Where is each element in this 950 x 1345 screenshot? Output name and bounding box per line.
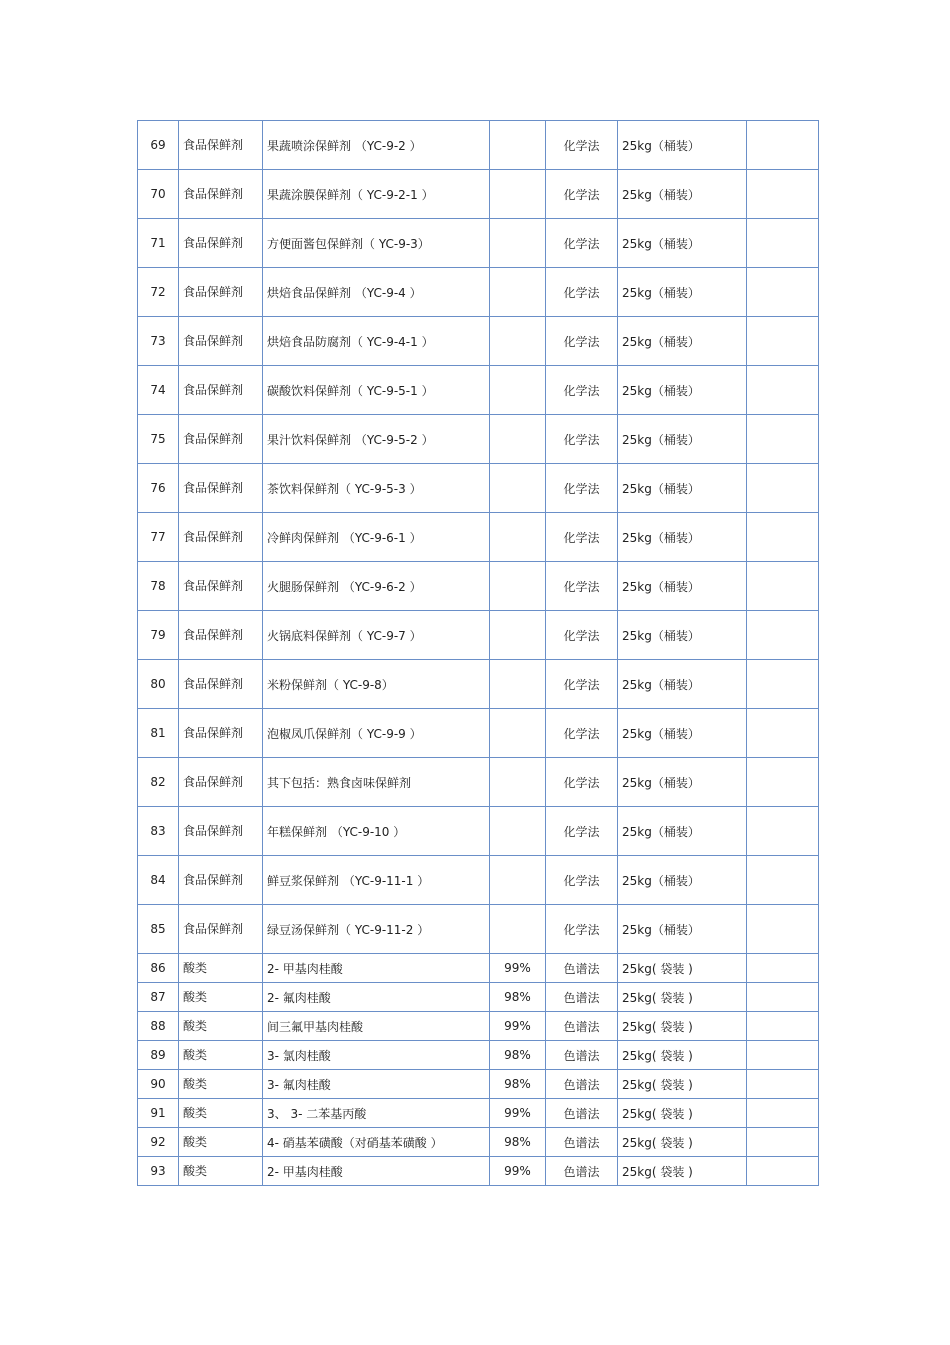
packing-cell: 25kg（桶装） (618, 611, 747, 660)
packing-cell: 25kg（桶装） (618, 905, 747, 954)
table-row (138, 954, 819, 983)
purity-cell (490, 807, 546, 856)
purity-cell (490, 121, 546, 170)
table-row (138, 905, 819, 954)
table-row (138, 611, 819, 660)
table-row (138, 1099, 819, 1128)
row-number: 89 (138, 1041, 179, 1070)
packing-cell: 25kg（桶装） (618, 268, 747, 317)
product-name-cell: 冷鲜肉保鲜剂 （YC-9-6-1 ） (263, 513, 490, 562)
product-name-cell: 年糕保鲜剂 （YC-9-10 ） (263, 807, 490, 856)
row-number: 88 (138, 1012, 179, 1041)
purity-cell: 98% (490, 1128, 546, 1157)
purity-cell (490, 856, 546, 905)
note-cell (747, 1099, 819, 1128)
packing-cell: 25kg（桶装） (618, 170, 747, 219)
packing-cell: 25kg（桶装） (618, 121, 747, 170)
product-name-cell: 果蔬涂膜保鲜剂（ YC-9-2-1 ） (263, 170, 490, 219)
packing-cell: 25kg（桶装） (618, 758, 747, 807)
product-name-cell: 绿豆汤保鲜剂（ YC-9-11-2 ） (263, 905, 490, 954)
purity-cell: 99% (490, 1012, 546, 1041)
category-cell: 食品保鲜剂 (179, 415, 263, 464)
method-cell: 化学法 (546, 611, 618, 660)
category-cell: 食品保鲜剂 (179, 464, 263, 513)
row-number: 84 (138, 856, 179, 905)
row-number: 82 (138, 758, 179, 807)
product-name-cell: 2- 甲基肉桂酸 (263, 954, 490, 983)
product-name-cell: 茶饮料保鲜剂（ YC-9-5-3 ） (263, 464, 490, 513)
packing-cell: 25kg（桶装） (618, 513, 747, 562)
purity-cell (490, 611, 546, 660)
purity-cell (490, 464, 546, 513)
method-cell: 化学法 (546, 268, 618, 317)
method-cell: 化学法 (546, 856, 618, 905)
method-cell: 化学法 (546, 170, 618, 219)
product-name-cell: 鲜豆浆保鲜剂 （YC-9-11-1 ） (263, 856, 490, 905)
note-cell (747, 513, 819, 562)
method-cell: 化学法 (546, 464, 618, 513)
product-name-cell: 间三氟甲基肉桂酸 (263, 1012, 490, 1041)
note-cell (747, 856, 819, 905)
product-name-cell: 火腿肠保鲜剂 （YC-9-6-2 ） (263, 562, 490, 611)
product-name-cell: 火锅底料保鲜剂（ YC-9-7 ） (263, 611, 490, 660)
category-cell: 酸类 (179, 1099, 263, 1128)
packing-cell: 25kg( 袋装 ) (618, 1157, 747, 1186)
note-cell (747, 170, 819, 219)
category-cell: 食品保鲜剂 (179, 758, 263, 807)
category-cell: 食品保鲜剂 (179, 562, 263, 611)
method-cell: 化学法 (546, 219, 618, 268)
product-name-cell: 3、 3- 二苯基丙酸 (263, 1099, 490, 1128)
note-cell (747, 758, 819, 807)
purity-cell (490, 219, 546, 268)
purity-cell: 99% (490, 1099, 546, 1128)
product-name-cell: 其下包括：熟食卤味保鲜剂 (263, 758, 490, 807)
note-cell (747, 1012, 819, 1041)
table-row (138, 758, 819, 807)
packing-cell: 25kg（桶装） (618, 660, 747, 709)
table-row (138, 1070, 819, 1099)
table-row (138, 856, 819, 905)
row-number: 78 (138, 562, 179, 611)
note-cell (747, 1128, 819, 1157)
category-cell: 食品保鲜剂 (179, 709, 263, 758)
category-cell: 酸类 (179, 1070, 263, 1099)
note-cell (747, 415, 819, 464)
note-cell (747, 219, 819, 268)
purity-cell (490, 268, 546, 317)
method-cell: 化学法 (546, 905, 618, 954)
purity-cell: 98% (490, 1041, 546, 1070)
method-cell: 色谱法 (546, 983, 618, 1012)
purity-cell (490, 905, 546, 954)
product-name-cell: 3- 氯肉桂酸 (263, 1041, 490, 1070)
method-cell: 色谱法 (546, 954, 618, 983)
method-cell: 化学法 (546, 366, 618, 415)
product-name-cell: 米粉保鲜剂（ YC-9-8） (263, 660, 490, 709)
table-row (138, 121, 819, 170)
note-cell (747, 660, 819, 709)
row-number: 81 (138, 709, 179, 758)
product-name-cell: 泡椒凤爪保鲜剂（ YC-9-9 ） (263, 709, 490, 758)
row-number: 85 (138, 905, 179, 954)
packing-cell: 25kg( 袋装 ) (618, 983, 747, 1012)
product-name-cell: 果汁饮料保鲜剂 （YC-9-5-2 ） (263, 415, 490, 464)
product-name-cell: 3- 氟肉桂酸 (263, 1070, 490, 1099)
row-number: 87 (138, 983, 179, 1012)
method-cell: 化学法 (546, 513, 618, 562)
product-name-cell: 碳酸饮料保鲜剂（ YC-9-5-1 ） (263, 366, 490, 415)
table-row (138, 415, 819, 464)
row-number: 77 (138, 513, 179, 562)
category-cell: 酸类 (179, 1012, 263, 1041)
method-cell: 色谱法 (546, 1128, 618, 1157)
purity-cell: 99% (490, 1157, 546, 1186)
note-cell (747, 562, 819, 611)
table-row (138, 317, 819, 366)
category-cell: 食品保鲜剂 (179, 807, 263, 856)
packing-cell: 25kg（桶装） (618, 464, 747, 513)
row-number: 93 (138, 1157, 179, 1186)
product-name-cell: 烘焙食品防腐剂（ YC-9-4-1 ） (263, 317, 490, 366)
row-number: 74 (138, 366, 179, 415)
row-number: 86 (138, 954, 179, 983)
table-row (138, 1128, 819, 1157)
note-cell (747, 268, 819, 317)
method-cell: 化学法 (546, 660, 618, 709)
table-row (138, 513, 819, 562)
packing-cell: 25kg（桶装） (618, 562, 747, 611)
note-cell (747, 709, 819, 758)
packing-cell: 25kg（桶装） (618, 317, 747, 366)
category-cell: 食品保鲜剂 (179, 660, 263, 709)
table-row (138, 983, 819, 1012)
purity-cell: 99% (490, 954, 546, 983)
row-number: 90 (138, 1070, 179, 1099)
method-cell: 色谱法 (546, 1099, 618, 1128)
row-number: 92 (138, 1128, 179, 1157)
packing-cell: 25kg（桶装） (618, 415, 747, 464)
table-row (138, 660, 819, 709)
category-cell: 酸类 (179, 1128, 263, 1157)
packing-cell: 25kg（桶装） (618, 709, 747, 758)
note-cell (747, 1070, 819, 1099)
category-cell: 食品保鲜剂 (179, 219, 263, 268)
category-cell: 食品保鲜剂 (179, 170, 263, 219)
category-cell: 食品保鲜剂 (179, 317, 263, 366)
purity-cell (490, 366, 546, 415)
table-row (138, 268, 819, 317)
category-cell: 食品保鲜剂 (179, 366, 263, 415)
table-row (138, 709, 819, 758)
row-number: 79 (138, 611, 179, 660)
table-row (138, 366, 819, 415)
product-name-cell: 方便面酱包保鲜剂（ YC-9-3） (263, 219, 490, 268)
purity-cell (490, 758, 546, 807)
packing-cell: 25kg( 袋装 ) (618, 1012, 747, 1041)
packing-cell: 25kg（桶装） (618, 366, 747, 415)
row-number: 76 (138, 464, 179, 513)
row-number: 73 (138, 317, 179, 366)
note-cell (747, 366, 819, 415)
method-cell: 色谱法 (546, 1041, 618, 1070)
category-cell: 酸类 (179, 1157, 263, 1186)
method-cell: 化学法 (546, 121, 618, 170)
packing-cell: 25kg( 袋装 ) (618, 954, 747, 983)
table-row (138, 464, 819, 513)
purity-cell (490, 513, 546, 562)
table-row (138, 562, 819, 611)
row-number: 69 (138, 121, 179, 170)
packing-cell: 25kg( 袋装 ) (618, 1099, 747, 1128)
category-cell: 食品保鲜剂 (179, 268, 263, 317)
product-name-cell: 2- 甲基肉桂酸 (263, 1157, 490, 1186)
purity-cell: 98% (490, 1070, 546, 1099)
row-number: 72 (138, 268, 179, 317)
category-cell: 食品保鲜剂 (179, 856, 263, 905)
row-number: 83 (138, 807, 179, 856)
purity-cell (490, 660, 546, 709)
category-cell: 酸类 (179, 954, 263, 983)
note-cell (747, 807, 819, 856)
note-cell (747, 905, 819, 954)
packing-cell: 25kg（桶装） (618, 807, 747, 856)
purity-cell (490, 415, 546, 464)
row-number: 80 (138, 660, 179, 709)
table-body (138, 121, 819, 1186)
packing-cell: 25kg( 袋装 ) (618, 1128, 747, 1157)
packing-cell: 25kg( 袋装 ) (618, 1041, 747, 1070)
purity-cell (490, 562, 546, 611)
product-name-cell: 2- 氟肉桂酸 (263, 983, 490, 1012)
row-number: 91 (138, 1099, 179, 1128)
product-name-cell: 烘焙食品保鲜剂 （YC-9-4 ） (263, 268, 490, 317)
purity-cell: 98% (490, 983, 546, 1012)
note-cell (747, 1041, 819, 1070)
product-name-cell: 果蔬喷涂保鲜剂 （YC-9-2 ） (263, 121, 490, 170)
method-cell: 化学法 (546, 415, 618, 464)
method-cell: 色谱法 (546, 1012, 618, 1041)
method-cell: 化学法 (546, 562, 618, 611)
product-name-cell: 4- 硝基苯磺酸（对硝基苯磺酸 ） (263, 1128, 490, 1157)
row-number: 71 (138, 219, 179, 268)
note-cell (747, 464, 819, 513)
table-row (138, 807, 819, 856)
table-row (138, 219, 819, 268)
note-cell (747, 317, 819, 366)
method-cell: 化学法 (546, 709, 618, 758)
category-cell: 食品保鲜剂 (179, 611, 263, 660)
note-cell (747, 1157, 819, 1186)
packing-cell: 25kg（桶装） (618, 219, 747, 268)
row-number: 75 (138, 415, 179, 464)
note-cell (747, 983, 819, 1012)
table-row (138, 170, 819, 219)
packing-cell: 25kg( 袋装 ) (618, 1070, 747, 1099)
category-cell: 食品保鲜剂 (179, 513, 263, 562)
table-row (138, 1041, 819, 1070)
category-cell: 酸类 (179, 983, 263, 1012)
product-table (137, 120, 819, 1186)
note-cell (747, 121, 819, 170)
category-cell: 食品保鲜剂 (179, 905, 263, 954)
method-cell: 化学法 (546, 317, 618, 366)
table-row (138, 1012, 819, 1041)
note-cell (747, 954, 819, 983)
packing-cell: 25kg（桶装） (618, 856, 747, 905)
category-cell: 食品保鲜剂 (179, 121, 263, 170)
note-cell (747, 611, 819, 660)
category-cell: 酸类 (179, 1041, 263, 1070)
purity-cell (490, 170, 546, 219)
purity-cell (490, 317, 546, 366)
row-number: 70 (138, 170, 179, 219)
method-cell: 化学法 (546, 758, 618, 807)
method-cell: 化学法 (546, 807, 618, 856)
table-row (138, 1157, 819, 1186)
purity-cell (490, 709, 546, 758)
method-cell: 色谱法 (546, 1157, 618, 1186)
method-cell: 色谱法 (546, 1070, 618, 1099)
